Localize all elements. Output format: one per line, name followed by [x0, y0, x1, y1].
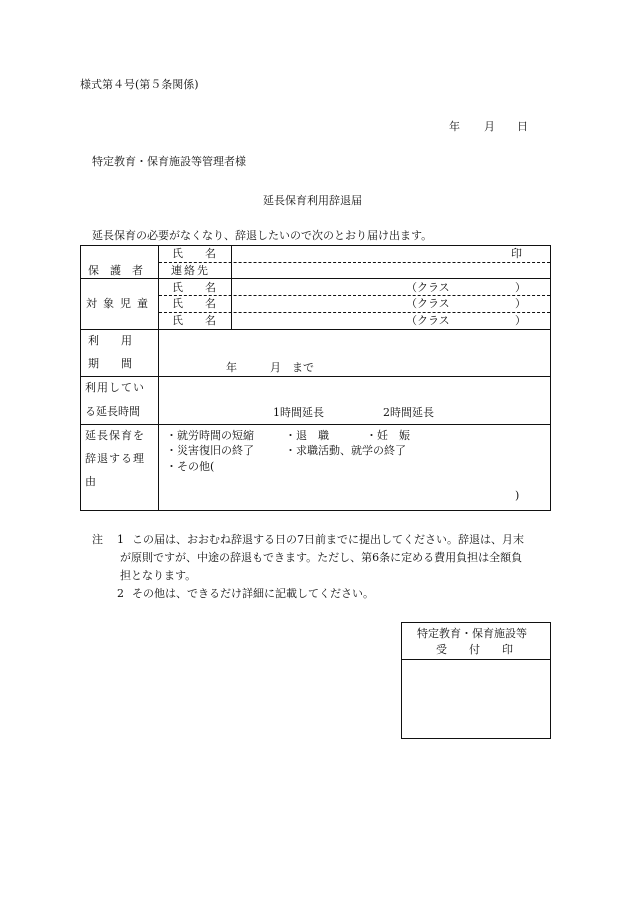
reason-resignation: ・退 職: [285, 429, 329, 442]
extension-label-bottom: る延長時間: [85, 405, 140, 418]
class-field-3: （クラス: [406, 314, 450, 327]
period-value: 年 月 まで: [226, 361, 314, 374]
date-year: 年: [449, 120, 460, 133]
notes-label: 注: [92, 533, 103, 546]
note-2-text: その他は、できるだけ詳細に記載してください。: [132, 587, 374, 600]
note-1-line-1: この届は、おおむね辞退する日の7日前までに提出してください。辞退は、月末: [132, 533, 524, 546]
class-close-3: ）: [515, 314, 526, 327]
reason-label-3: 由: [85, 475, 96, 488]
document-title: 延長保育利用辞退届: [263, 194, 362, 207]
form-number: 様式第４号(第５条関係): [80, 78, 199, 91]
intro-text: 延長保育の必要がなくなり、辞退したいので次のとおり届け出ます。: [92, 229, 433, 242]
reason-label-1: 延長保育を: [85, 429, 145, 442]
child-name-label-2: 氏 名: [172, 297, 216, 310]
stamp-box-subtitle: 受 付 印: [436, 643, 513, 656]
reason-pregnancy: ・妊 娠: [366, 429, 410, 442]
seal-mark: 印: [511, 247, 522, 260]
extension-option-1: 1時間延長: [273, 406, 324, 419]
extension-label-top: 利用してい: [85, 381, 145, 394]
class-field-2: （クラス: [406, 297, 450, 310]
guardian-name-label: 氏 名: [172, 247, 216, 260]
child-name-label-1: 氏 名: [172, 281, 216, 294]
class-field-1: （クラス: [406, 281, 450, 294]
reason-work-hours: ・就労時間の短縮: [166, 429, 254, 442]
reason-other-close: ): [515, 489, 520, 502]
note-1-line-2: が原則ですが、中途の辞退もできます。ただし、第6条に定める費用負担は全額負: [120, 551, 523, 564]
extension-option-2: 2時間延長: [383, 406, 434, 419]
child-label: 対象児童: [86, 297, 154, 310]
reason-job-study: ・求職活動、就学の終了: [285, 444, 406, 457]
addressee: 特定教育・保育施設等管理者様: [92, 155, 246, 168]
class-close-1: ）: [515, 281, 526, 294]
child-name-label-3: 氏 名: [172, 314, 216, 327]
note-2-number: 2: [117, 587, 124, 600]
reason-disaster: ・災害復旧の終了: [166, 444, 254, 457]
stamp-box-title: 特定教育・保育施設等: [417, 627, 527, 640]
date-day: 日: [517, 120, 528, 133]
note-1-line-3: 担となります。: [120, 569, 197, 582]
guardian-label: 保 護 者: [88, 264, 143, 277]
guardian-contact-label: 連絡先: [171, 264, 210, 277]
note-1-number: 1: [117, 533, 124, 546]
period-label-top: 利 用: [88, 334, 132, 347]
reason-label-2: 辞退する理: [85, 452, 145, 465]
period-label-bottom: 期 間: [88, 357, 132, 370]
date-month: 月: [484, 120, 495, 133]
class-close-2: ）: [515, 297, 526, 310]
reason-other: ・その他(: [166, 460, 215, 473]
